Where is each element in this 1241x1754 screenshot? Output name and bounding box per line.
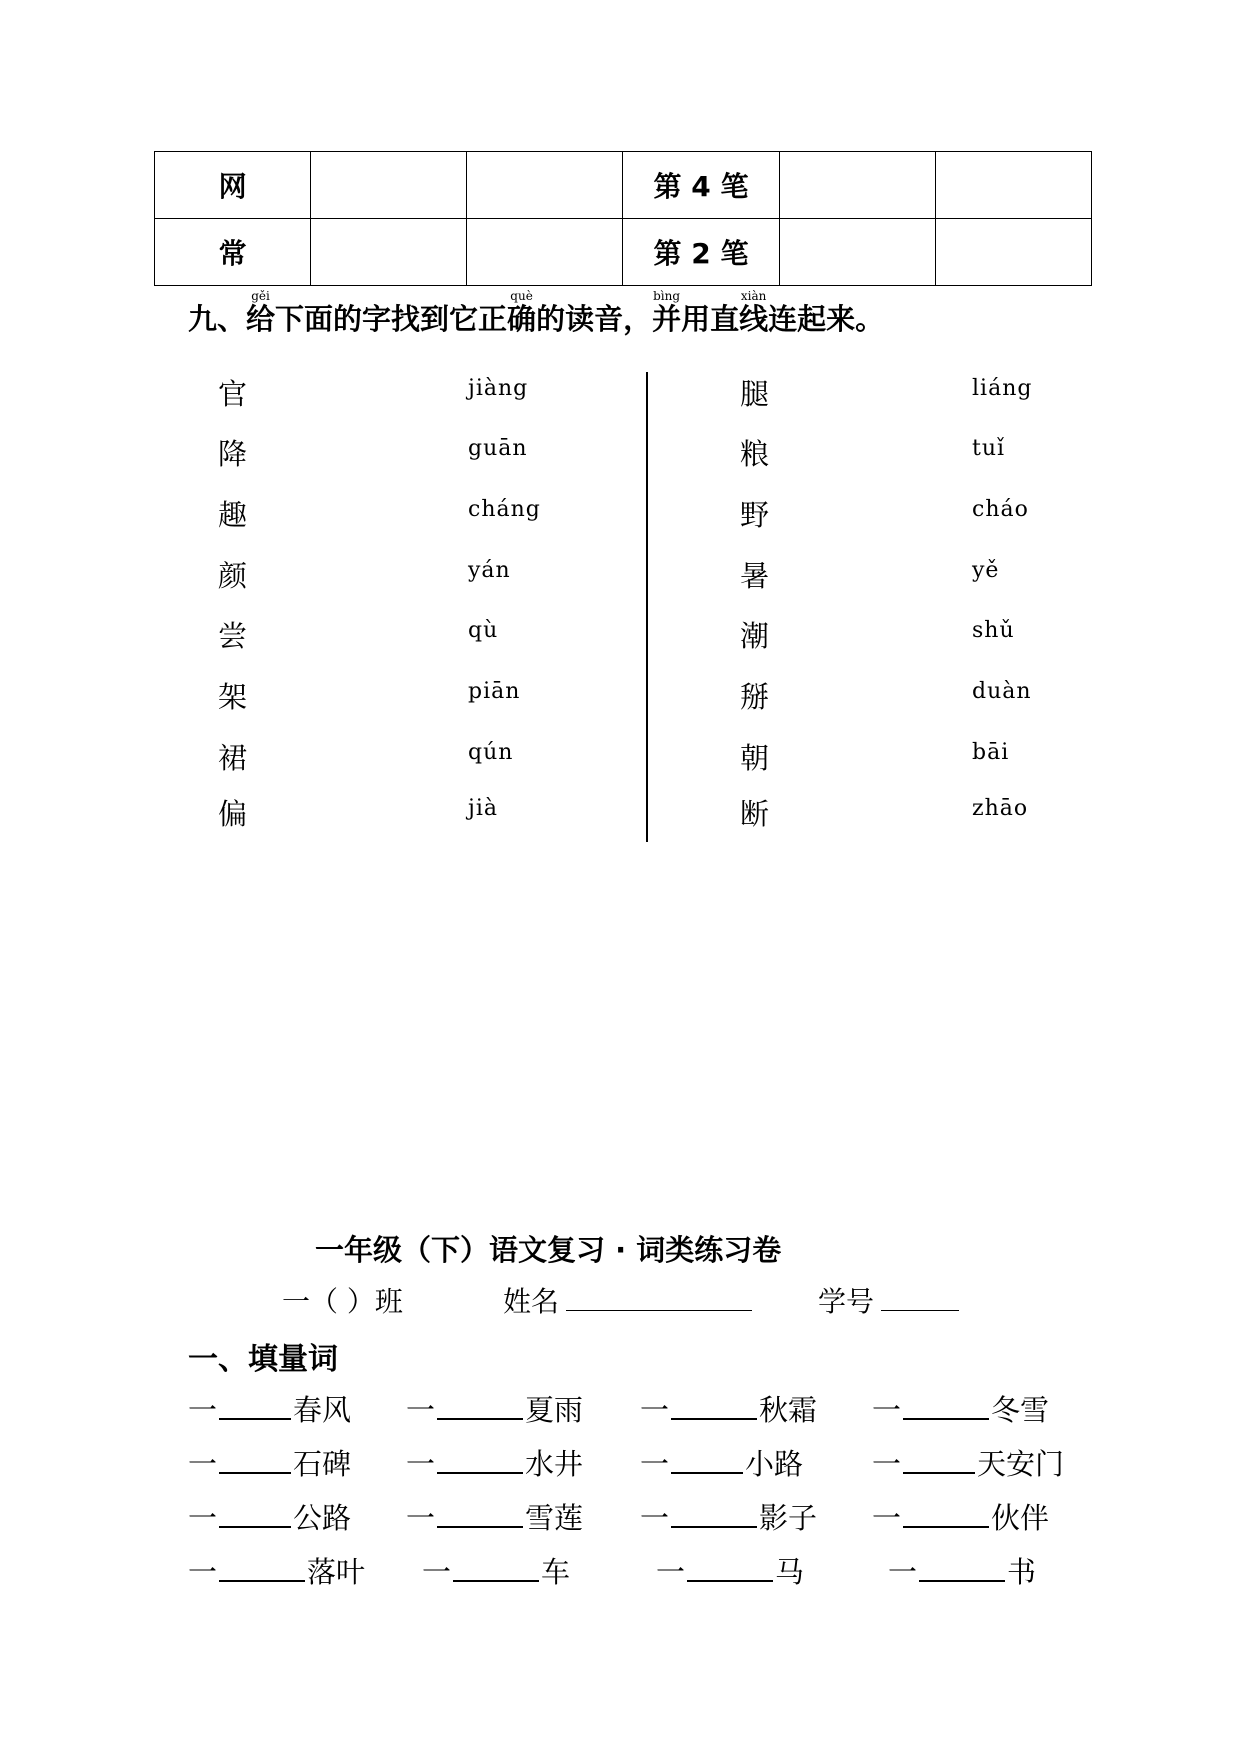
table-row [155, 152, 1092, 219]
match-pinyin[interactable]: bāi [972, 740, 1010, 765]
number-label: 学号 [818, 1285, 875, 1318]
measure-word-item [872, 1388, 1049, 1429]
name-blank[interactable] [566, 1310, 752, 1311]
match-pinyin[interactable]: liáng [972, 376, 1033, 401]
measure-prefix: 一 [188, 1447, 218, 1481]
measure-prefix: 一 [656, 1555, 686, 1589]
match-char[interactable]: 趣 [218, 498, 248, 532]
measure-prefix: 一 [406, 1501, 436, 1535]
measure-noun: 书 [1007, 1555, 1037, 1589]
measure-word-blank[interactable] [219, 1394, 291, 1420]
match-char[interactable]: 断 [740, 797, 770, 831]
match-pinyin[interactable]: cháo [972, 497, 1029, 522]
match-pinyin[interactable]: piān [468, 679, 521, 704]
name-label: 姓名 [503, 1285, 560, 1318]
measure-prefix: 一 [188, 1555, 218, 1589]
match-char[interactable]: 颜 [218, 559, 248, 593]
match-char[interactable]: 降 [218, 437, 248, 471]
table-cell-stroke: 第 2 笔 [623, 219, 779, 286]
measure-word-blank[interactable] [903, 1394, 989, 1420]
table-row [155, 219, 1092, 286]
measure-noun: 春风 [293, 1393, 352, 1427]
measure-word-item [872, 1442, 1064, 1483]
measure-prefix: 一 [872, 1447, 902, 1481]
title-text: 用直 [681, 302, 740, 336]
measure-prefix: 一 [872, 1393, 902, 1427]
measure-word-item [422, 1550, 570, 1591]
measure-word-item [188, 1442, 351, 1483]
measure-word-item [640, 1496, 817, 1537]
measure-word-item [872, 1496, 1049, 1537]
match-pinyin[interactable]: zhāo [972, 796, 1029, 821]
measure-noun: 马 [775, 1555, 805, 1589]
match-pinyin[interactable]: qù [468, 618, 499, 643]
class-label: 一（ ）班 [282, 1285, 403, 1318]
measure-noun: 落叶 [307, 1555, 366, 1589]
match-pinyin[interactable]: duàn [972, 679, 1032, 704]
measure-word-blank[interactable] [437, 1448, 523, 1474]
match-pinyin[interactable]: qún [468, 740, 514, 765]
measure-word-blank[interactable] [671, 1502, 757, 1528]
measure-word-item [188, 1496, 351, 1537]
section1-title: 一、填量词 [188, 1342, 338, 1377]
match-char[interactable]: 架 [218, 680, 248, 714]
measure-noun: 夏雨 [525, 1393, 584, 1427]
measure-word-item [188, 1550, 365, 1591]
measure-prefix: 一 [188, 1393, 218, 1427]
measure-prefix: 一 [888, 1555, 918, 1589]
match-pinyin[interactable]: jiàng [468, 376, 529, 401]
measure-noun: 车 [541, 1555, 571, 1589]
measure-word-item [406, 1442, 583, 1483]
match-char[interactable]: 暑 [740, 559, 770, 593]
measure-prefix: 一 [406, 1393, 436, 1427]
measure-word-blank[interactable] [453, 1556, 539, 1582]
measure-word-blank[interactable] [219, 1556, 305, 1582]
measure-noun: 冬雪 [991, 1393, 1050, 1427]
measure-noun: 雪莲 [525, 1501, 584, 1535]
annotated-char: 并bìng [652, 289, 682, 336]
table-cell-stroke: 第 4 笔 [623, 152, 779, 219]
match-char[interactable]: 裙 [218, 741, 248, 775]
measure-noun: 石碑 [293, 1447, 352, 1481]
match-pinyin[interactable]: guān [468, 436, 528, 461]
measure-word-blank[interactable] [671, 1394, 757, 1420]
annotated-char: 给gěi [246, 289, 276, 336]
measure-word-blank[interactable] [919, 1556, 1005, 1582]
column-divider [646, 372, 648, 842]
measure-word-item [188, 1388, 351, 1429]
measure-word-item [656, 1550, 804, 1591]
match-pinyin[interactable]: yě [972, 558, 1000, 583]
match-pinyin[interactable]: shǔ [972, 618, 1015, 643]
match-char[interactable]: 朝 [740, 741, 770, 775]
measure-word-blank[interactable] [437, 1394, 523, 1420]
match-pinyin[interactable]: cháng [468, 497, 541, 522]
table-cell-blank[interactable] [935, 152, 1091, 219]
title-text: 连起来。 [768, 302, 885, 336]
measure-word-item [406, 1496, 583, 1537]
match-pinyin[interactable]: tuǐ [972, 436, 1006, 461]
match-pinyin[interactable]: yán [468, 558, 511, 583]
title-text: 九、 [188, 302, 247, 336]
match-char[interactable]: 腿 [740, 377, 770, 411]
annotated-char: 确què [507, 289, 537, 336]
table-cell-blank[interactable] [779, 152, 935, 219]
match-pinyin[interactable]: jià [468, 796, 498, 821]
measure-word-item [640, 1442, 803, 1483]
measure-word-item [640, 1388, 817, 1429]
measure-prefix: 一 [188, 1501, 218, 1535]
table-cell-blank[interactable] [467, 152, 623, 219]
worksheet-title: 一年级（下）语文复习 · 词类练习卷 [315, 1233, 782, 1267]
table-cell-blank[interactable] [935, 219, 1091, 286]
measure-prefix: 一 [422, 1555, 452, 1589]
measure-word-blank[interactable] [903, 1448, 975, 1474]
match-char[interactable]: 尝 [218, 619, 248, 653]
measure-prefix: 一 [406, 1447, 436, 1481]
table-cell-char: 常 [155, 219, 311, 286]
measure-word-blank[interactable] [903, 1502, 989, 1528]
table-cell-blank[interactable] [467, 219, 623, 286]
measure-word-item [888, 1550, 1036, 1591]
number-blank[interactable] [881, 1310, 959, 1311]
measure-noun: 公路 [293, 1501, 352, 1535]
measure-prefix: 一 [640, 1393, 670, 1427]
measure-word-blank[interactable] [437, 1502, 523, 1528]
match-char[interactable]: 粮 [740, 437, 770, 471]
measure-word-item [406, 1388, 583, 1429]
measure-word-blank[interactable] [219, 1502, 291, 1528]
measure-noun: 伙伴 [991, 1501, 1050, 1535]
table-cell-blank[interactable] [311, 219, 467, 286]
measure-prefix: 一 [872, 1501, 902, 1535]
match-char[interactable]: 野 [740, 498, 770, 532]
title-text: 的读音， [536, 302, 653, 336]
match-char[interactable]: 官 [218, 377, 248, 411]
annotated-char: 线xiàn [739, 289, 769, 336]
measure-noun: 秋霜 [759, 1393, 818, 1427]
measure-word-blank[interactable] [671, 1448, 743, 1474]
measure-word-blank[interactable] [219, 1448, 291, 1474]
measure-noun: 影子 [759, 1501, 818, 1535]
measure-prefix: 一 [640, 1447, 670, 1481]
measure-noun: 小路 [745, 1447, 804, 1481]
title-text: 下面的字找到它正 [275, 302, 508, 336]
match-char[interactable]: 潮 [740, 619, 770, 653]
section9-title [188, 290, 884, 338]
match-char[interactable]: 掰 [740, 680, 770, 714]
measure-word-blank[interactable] [687, 1556, 773, 1582]
measure-prefix: 一 [640, 1501, 670, 1535]
match-char[interactable]: 偏 [218, 797, 248, 831]
table-cell-blank[interactable] [779, 219, 935, 286]
measure-noun: 天安门 [977, 1447, 1065, 1481]
table-cell-blank[interactable] [311, 152, 467, 219]
measure-noun: 水井 [525, 1447, 584, 1481]
table-cell-char: 网 [155, 152, 311, 219]
stroke-table [154, 151, 1092, 286]
